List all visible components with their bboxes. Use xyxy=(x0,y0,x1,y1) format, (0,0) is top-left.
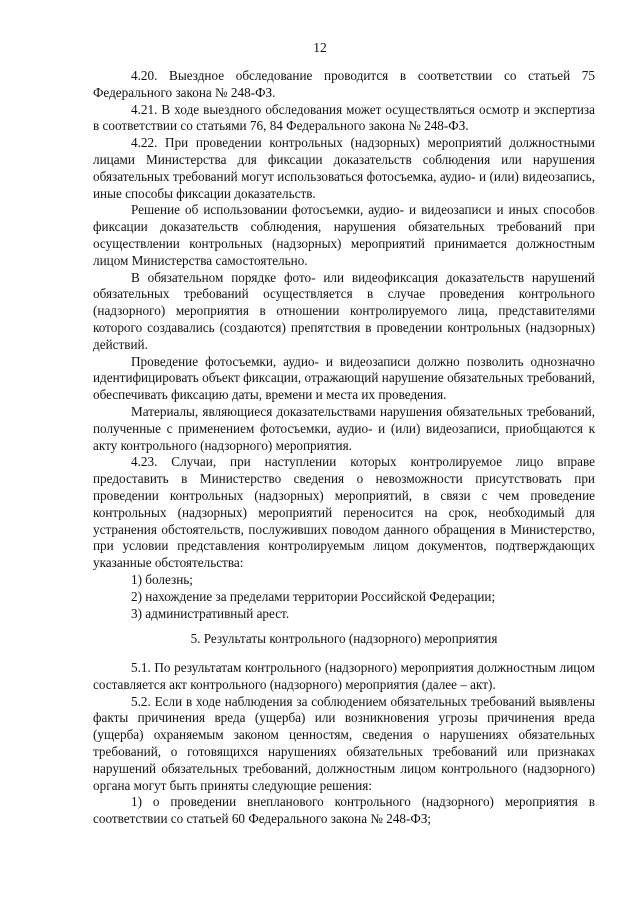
document-body xyxy=(93,68,595,828)
paragraph-5-2: 5.2. Если в ходе наблюдения за соблюдением обязательных требований выявлены факты причинения вреда (ущерба) или возникновения угрозы причинения вреда (ущерба) охраняемым законом ценностям, сведения о нарушениях обязательных требований, о готовящихся нарушениях обязательных требований или признаках нарушений обязательных требований, должностным лицом контрольного (надзорного) органа могут быть приняты следующие решения: xyxy=(93,693,595,793)
list-item-arrest: 3) административный арест. xyxy=(131,605,290,621)
paragraph-photo-requirements: Проведение фотосъемки, аудио- и видеозаписи должно позволить однозначно идентифицировать объект фиксации, отражающий нарушение обязательных требований, обеспечивать фиксацию даты, времени и места их проведения. xyxy=(93,353,595,403)
paragraph-5-1: 5.1. По результатам контрольного (надзорного) мероприятия должностным лицом составляется акт контрольного (надзорного) мероприятия (далее – акт). xyxy=(93,660,595,692)
list-item-unscheduled-inspection: 1) о проведении внепланового контрольного (надзорного) мероприятия в соответствии со статьей 60 Федерального закона № 248-ФЗ; xyxy=(93,794,595,827)
list-item-illness: 1) болезнь; xyxy=(131,571,193,587)
paragraph-mandatory-fixation: В обязательном порядке фото- или видеофиксация доказательств нарушений обязательных требований осуществляется в случае проведения контрольного (надзорного) мероприятия в отношении контролируемого лица, представителями которого создавались (создаются) препятствия в проведении контрольных (надзорных) действий. xyxy=(93,269,595,352)
paragraph-materials: Материалы, являющиеся доказательствами нарушения обязательных требований, полученные с применением фотосъемки, аудио- и (или) видеозаписи, приобщаются к акту контрольного (надзорного) мероприятия. xyxy=(93,403,595,453)
section-heading: 5. Результаты контрольного (надзорного) мероприятия xyxy=(190,631,498,647)
paragraph-4-23: 4.23. Случаи, при наступлении которых контролируемое лицо вправе предоставить в Министерство сведения о невозможности присутствовать при проведении контрольных (надзорных) мероприятий, в связи с чем проведение контрольных (надзорных) мероприятий переносится на срок, необходимый для устранения обстоятельств, послуживших поводом данного обращения в Министерство, при условии представления контролируемым лицом документов, подтверждающих указанные обстоятельства: xyxy=(93,454,595,571)
paragraph-4-20: 4.20. Выездное обследование проводится в соответствии со статьей 75 Федерального закона № 248-ФЗ. xyxy=(93,68,595,100)
list-item-abroad: 2) нахождение за пределами территории Российской Федерации; xyxy=(131,588,496,604)
page-number: 12 xyxy=(313,40,327,55)
paragraph-4-21: 4.21. В ходе выездного обследования может осуществляться осмотр и экспертиза в соответствии со статьями 76, 84 Федерального закона № 248-ФЗ. xyxy=(93,101,595,134)
paragraph-4-22: 4.22. При проведении контрольных (надзорных) мероприятий должностными лицами Министерства для фиксации доказательств соблюдения или нарушения обязательных требований могут использоваться фотосъемка, аудио- и (или) видеозапись, иные способы фиксации доказательств. xyxy=(93,135,595,201)
paragraph-photo-decision: Решение об использовании фотосъемки, аудио- и видеозаписи и иных способов фиксации доказательств соблюдения, нарушения обязательных требований при осуществлении контрольных (надзорных) мероприятий принимается должностным лицом Министерства самостоятельно. xyxy=(93,202,595,268)
